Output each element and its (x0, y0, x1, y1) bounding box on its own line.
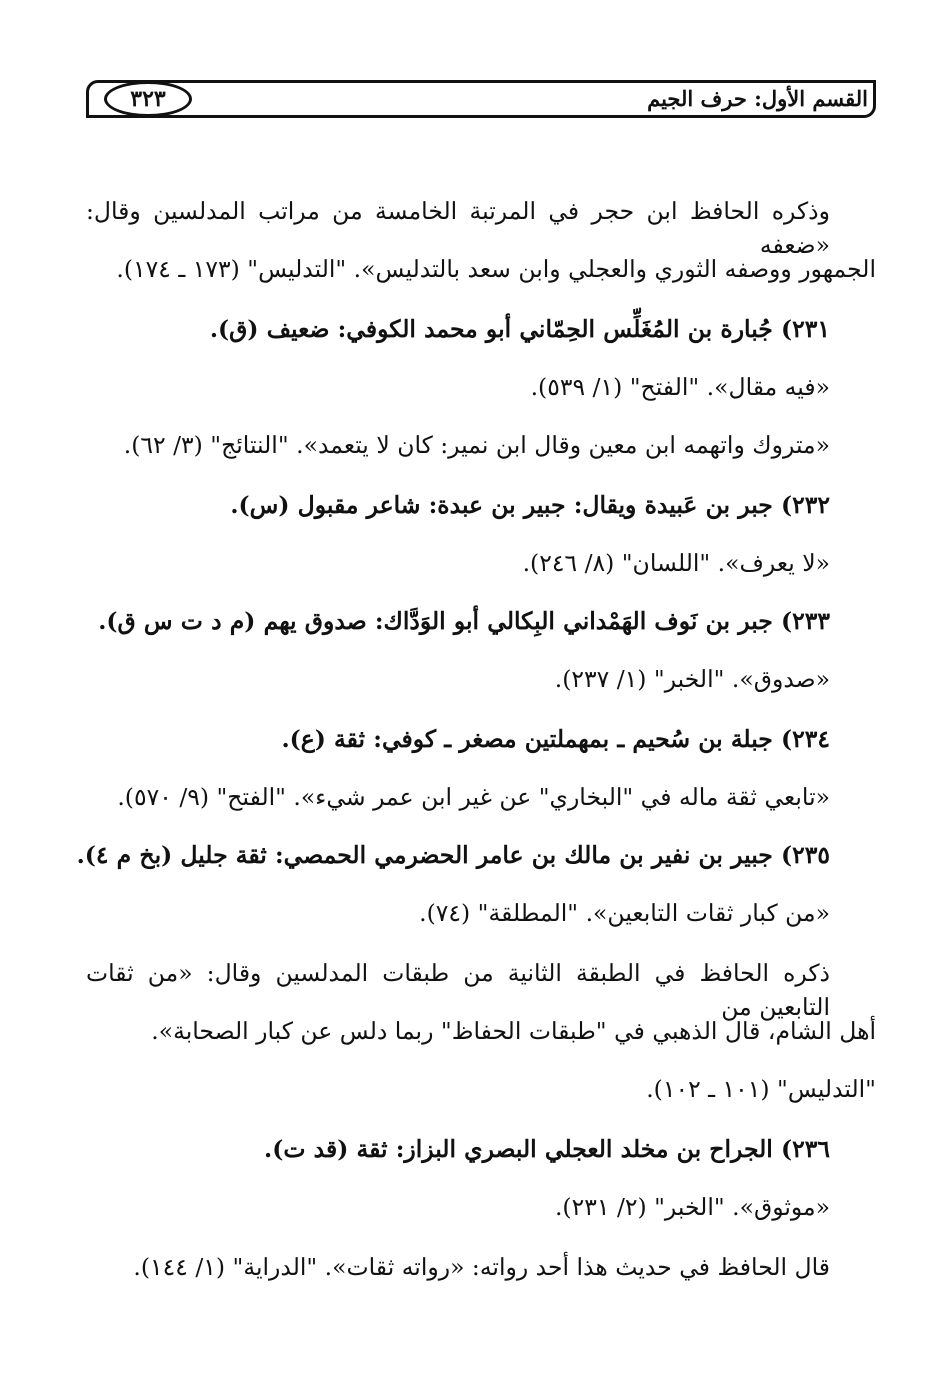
running-header (86, 80, 876, 118)
citation-line: «صدوق». "الخبر" (١/ ٢٣٧). (554, 665, 830, 693)
citation-line: «متروك واتهمه ابن معين وقال ابن نمير: كان لا يتعمد». "النتائج" (٣/ ٦٢). (123, 431, 830, 459)
citation-line: «موثوق». "الخبر" (٢/ ٢٣١). (554, 1193, 830, 1221)
citation-line: «لا يعرف». "اللسان" (٨/ ٢٤٦). (522, 549, 830, 577)
entry-heading-232: ٢٣٢) جبر بن عَبيدة ويقال: جبير بن عبدة: شاعر مقبول (س). (230, 491, 830, 519)
paragraph-line: "التدليس" (١٠١ ـ ١٠٢). (646, 1075, 876, 1103)
entry-heading-234: ٢٣٤) جبلة بن سُحيم ـ بمهملتين مصغر ـ كوفي: ثقة (ع). (281, 725, 830, 753)
page-number: ٣٢٣ (104, 81, 192, 117)
paragraph-line: أهل الشام، قال الذهبي في "طبقات الحفاظ" ربما دلس عن كبار الصحابة». (151, 1017, 876, 1045)
paragraph-line: ذكره الحافظ في الطبقة الثانية من طبقات المدلسين وقال: «من ثقات التابعين من (86, 959, 830, 1021)
paragraph-line: الجمهور ووصفه الثوري والعجلي وابن سعد بالتدليس». "التدليس" (١٧٣ ـ ١٧٤). (116, 255, 876, 283)
citation-line: قال الحافظ في حديث هذا أحد رواته: «رواته ثقات». "الدراية" (١/ ١٤٤). (133, 1253, 830, 1281)
section-title: القسم الأول: حرف الجيم (647, 86, 868, 111)
entry-heading-233: ٢٣٣) جبر بن نَوف الهَمْداني البِكالي أبو الوَدَّاك: صدوق يهم (م د ت س ق). (98, 607, 830, 635)
citation-line: «فيه مقال». "الفتح" (١/ ٥٣٩). (530, 373, 830, 401)
entry-heading-235: ٢٣٥) جبير بن نفير بن مالك بن عامر الحضرمي الحمصي: ثقة جليل (بخ م ٤). (76, 841, 830, 869)
entry-heading-231: ٢٣١) جُبارة بن المُغَلِّس الحِمّاني أبو محمد الكوفي: ضعيف (ق). (209, 315, 830, 343)
citation-line: «تابعي ثقة ماله في "البخاري" عن غير ابن عمر شيء». "الفتح" (٩/ ٥٧٠). (117, 783, 830, 811)
paragraph-line: وذكره الحافظ ابن حجر في المرتبة الخامسة من مراتب المدلسين وقال: «ضعفه (86, 197, 830, 259)
citation-line: «من كبار ثقات التابعين». "المطلقة" (٧٤). (419, 899, 830, 927)
entry-heading-236: ٢٣٦) الجراح بن مخلد العجلي البصري البزاز: ثقة (قد ت). (264, 1135, 830, 1163)
